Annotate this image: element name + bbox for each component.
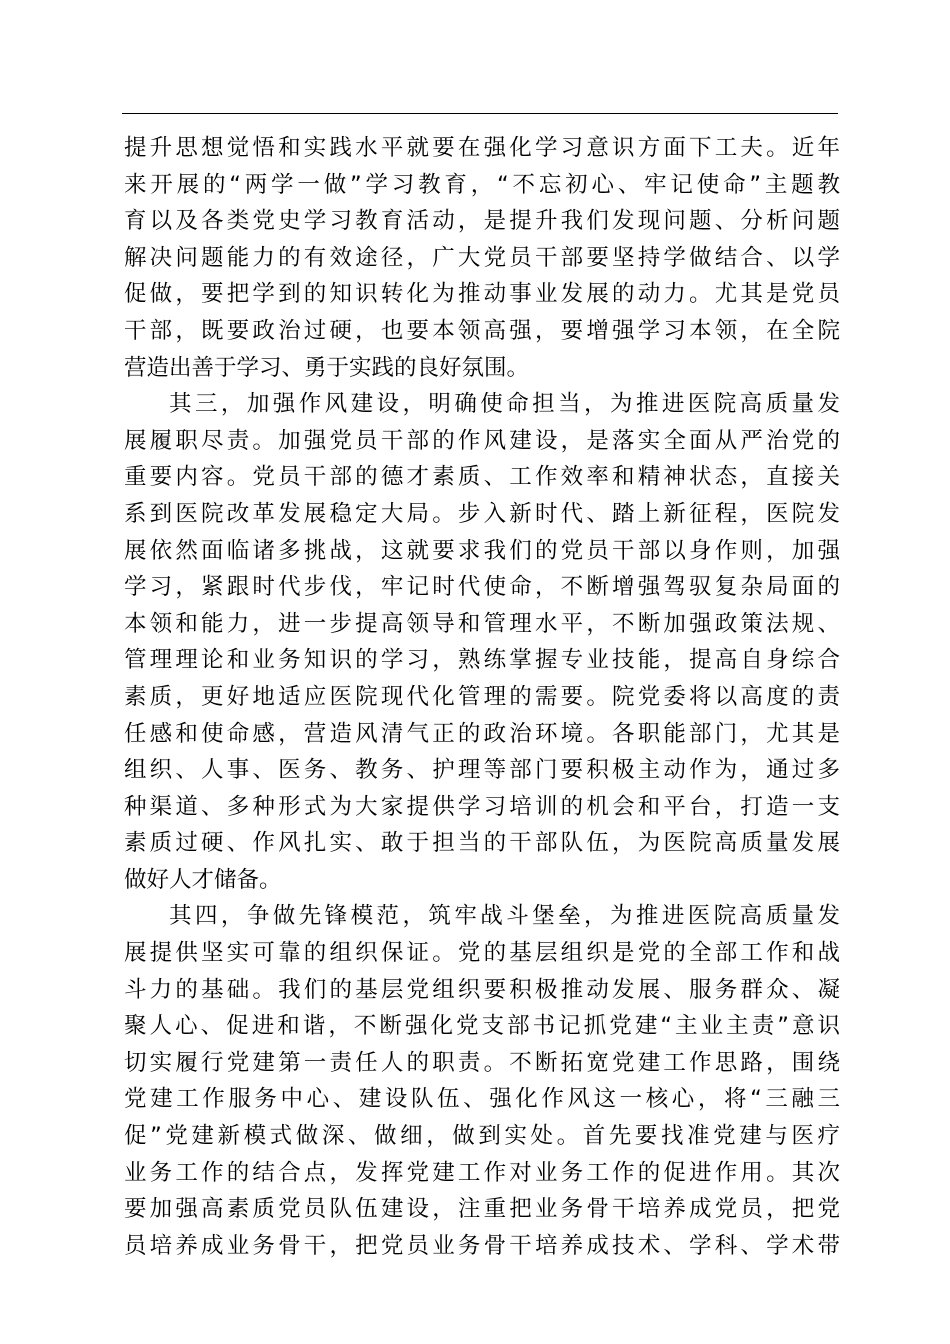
text-line: 管理理论和业务知识的学习，熟练掌握专业技能，提高自身综合	[124, 647, 840, 674]
text-line: 解决问题能力的有效途径，广大党员干部要坚持学做结合、以学	[124, 244, 840, 271]
text-line: 业务工作的结合点，发挥党建工作对业务工作的促进作用。其次	[124, 1159, 840, 1186]
header-rule	[122, 113, 838, 114]
text-line: 展提供坚实可靠的组织保证。党的基层组织是党的全部工作和战	[124, 940, 840, 967]
text-line: 素质过硬、作风扎实、敢于担当的干部队伍，为医院高质量发展	[124, 830, 840, 857]
text-line: 干部，既要政治过硬，也要本领高强，要增强学习本领，在全院	[124, 317, 840, 344]
text-line: 做好人才储备。	[124, 866, 282, 893]
text-line: 系到医院改革发展稳定大局。步入新时代、踏上新征程，医院发	[124, 500, 840, 527]
text-line: 其三，加强作风建设，明确使命担当，为推进医院高质量发	[169, 391, 840, 418]
text-line: 切实履行党建第一责任人的职责。不断拓宽党建工作思路，围绕	[124, 1049, 840, 1076]
text-line: 要加强高素质党员队伍建设，注重把业务骨干培养成党员，把党	[124, 1196, 840, 1223]
body-text	[124, 130, 840, 1264]
text-line: 本领和能力，进一步提高领导和管理水平，不断加强政策法规、	[124, 610, 840, 637]
text-line: 其四，争做先锋模范，筑牢战斗堡垒，为推进医院高质量发	[169, 903, 840, 930]
text-line: 营造出善于学习、勇于实践的良好氛围。	[124, 354, 530, 381]
text-line: 促”党建新模式做深、做细，做到实处。首先要找准党建与医疗	[124, 1123, 840, 1150]
text-line: 党建工作服务中心、建设队伍、强化作风这一核心，将“三融三	[124, 1086, 840, 1113]
text-line: 展履职尽责。加强党员干部的作风建设，是落实全面从严治党的	[124, 427, 840, 454]
text-line: 重要内容。党员干部的德才素质、工作效率和精神状态，直接关	[124, 464, 840, 491]
text-line: 促做，要把学到的知识转化为推动事业发展的动力。尤其是党员	[124, 281, 840, 308]
text-line: 斗力的基础。我们的基层党组织要积极推动发展、服务群众、凝	[124, 976, 840, 1003]
text-line: 素质，更好地适应医院现代化管理的需要。院党委将以高度的责	[124, 683, 840, 710]
text-line: 提升思想觉悟和实践水平就要在强化学习意识方面下工夫。近年	[124, 135, 840, 161]
text-line: 来开展的“两学一做”学习教育，“不忘初心、牢记使命”主题教	[124, 171, 840, 198]
text-line: 聚人心、促进和谐，不断强化党支部书记抓党建“主业主责”意识	[124, 1013, 840, 1040]
text-line: 学习，紧跟时代步伐，牢记时代使命，不断增强驾驭复杂局面的	[124, 574, 840, 601]
text-line: 育以及各类党史学习教育活动，是提升我们发现问题、分析问题	[124, 208, 840, 235]
text-line: 展依然面临诸多挑战，这就要求我们的党员干部以身作则，加强	[124, 537, 840, 564]
text-line: 任感和使命感，营造风清气正的政治环境。各职能部门，尤其是	[124, 720, 840, 747]
text-line: 员培养成业务骨干，把党员业务骨干培养成技术、学科、学术带	[124, 1232, 840, 1259]
text-line: 种渠道、多种形式为大家提供学习培训的机会和平台，打造一支	[124, 793, 840, 820]
text-line: 组织、人事、医务、教务、护理等部门要积极主动作为，通过多	[124, 757, 840, 784]
